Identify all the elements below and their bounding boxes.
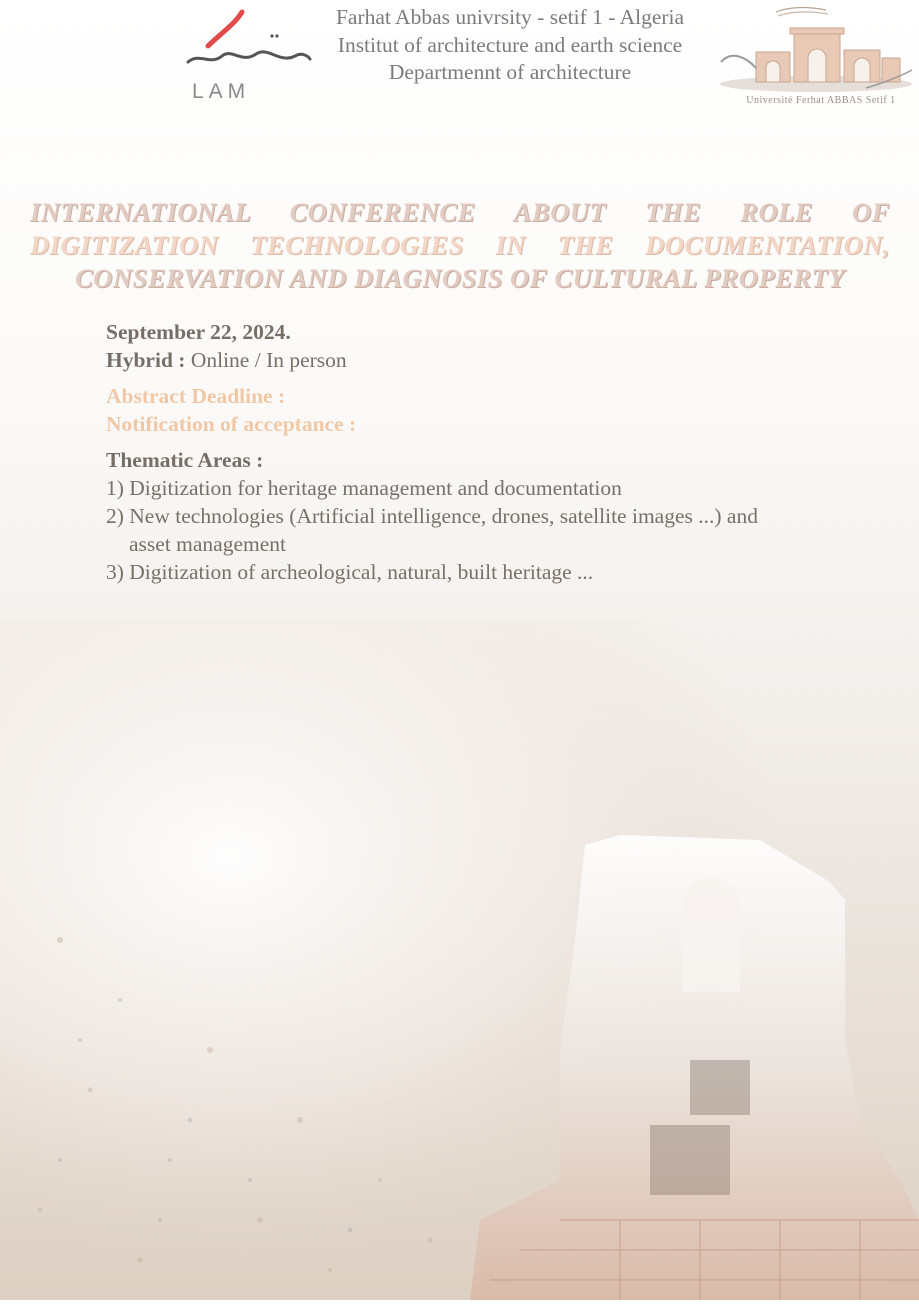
lam-logo-text: LAM <box>192 80 251 103</box>
thematic-item-1: 1) Digitization for heritage management and documentation <box>106 476 622 500</box>
event-mode <box>106 346 866 374</box>
university-logo-caption: Université Ferhat ABBAS Setif 1 <box>746 95 896 106</box>
university-logo <box>716 2 916 110</box>
title-line-3: CONSERVATION AND DIAGNOSIS OF CULTURAL PROPERTY <box>75 263 845 293</box>
conference-title <box>30 196 890 295</box>
abstract-deadline-label: Abstract Deadline : <box>106 384 286 408</box>
event-date: September 22, 2024. <box>106 320 291 344</box>
ruin-monument-icon <box>0 620 919 1300</box>
thematic-item-3: 3) Digitization of archeological, natural, built heritage ... <box>106 560 594 584</box>
title-line-1: INTERNATIONAL CONFERENCE ABOUT THE ROLE OF <box>30 197 890 227</box>
lam-logo-mark-icon <box>180 4 315 84</box>
institution-lines <box>318 4 702 87</box>
lam-logo <box>180 4 315 104</box>
arch-monument-icon <box>716 2 916 98</box>
thematic-item-2-continuation: asset management <box>129 532 287 556</box>
institution-line-department: Departmennt of architecture <box>388 60 632 84</box>
thematic-item-2: 2) New technologies (Artificial intelligence, drones, satellite images ...) and <box>106 504 758 528</box>
title-line-2: DIGITIZATION TECHNOLOGIES IN THE DOCUMENTATION, <box>30 230 890 260</box>
institution-line-university: Farhat Abbas univrsity - setif 1 - Algeria <box>335 5 685 29</box>
ruin-illustration <box>0 620 919 1300</box>
thematic-heading: Thematic Areas : <box>106 448 264 472</box>
event-mode-label: Hybrid : <box>106 348 186 372</box>
thematic-list <box>106 474 866 586</box>
institution-line-institute: Institut of architecture and earth science <box>337 32 683 57</box>
event-info <box>106 318 866 586</box>
event-mode-value: Online / In person <box>190 348 347 372</box>
notification-label: Notification of acceptance : <box>106 412 357 436</box>
header <box>0 0 919 120</box>
